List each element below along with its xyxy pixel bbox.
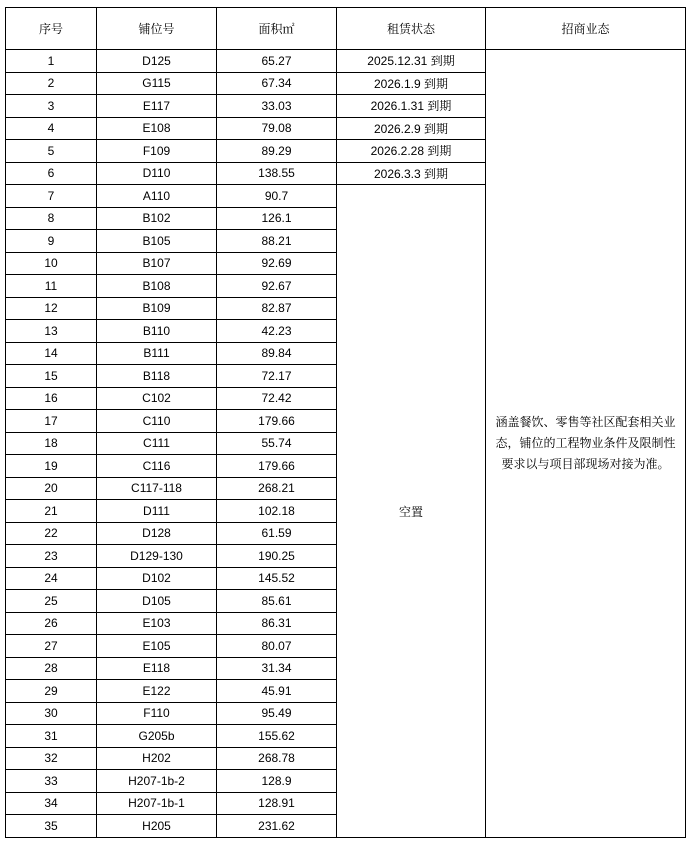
header-area: 面积㎡ — [217, 8, 337, 50]
unit-number-cell: D102 — [97, 567, 217, 590]
row-number-cell: 5 — [6, 140, 97, 163]
row-number-cell: 32 — [6, 747, 97, 770]
unit-number-cell: E118 — [97, 657, 217, 680]
row-number-cell: 21 — [6, 500, 97, 523]
unit-number-cell: E117 — [97, 95, 217, 118]
unit-number-cell: D129-130 — [97, 545, 217, 568]
area-cell: 82.87 — [217, 297, 337, 320]
unit-number-cell: E108 — [97, 117, 217, 140]
area-cell: 138.55 — [217, 162, 337, 185]
row-number-cell: 20 — [6, 477, 97, 500]
lease-status-cell: 2026.2.9 到期 — [337, 117, 486, 140]
area-cell: 128.91 — [217, 792, 337, 815]
area-cell: 85.61 — [217, 590, 337, 613]
area-cell: 92.67 — [217, 275, 337, 298]
area-cell: 55.74 — [217, 432, 337, 455]
row-number-cell: 14 — [6, 342, 97, 365]
area-cell: 72.42 — [217, 387, 337, 410]
unit-number-cell: G205b — [97, 725, 217, 748]
unit-number-cell: F110 — [97, 702, 217, 725]
business-note-text: 涵盖餐饮、零售等社区配套相关业态，铺位的工程物业条件及限制性要求以与项目部现场对接为准。 — [495, 415, 676, 471]
header-business-type: 招商业态 — [486, 8, 686, 50]
area-cell: 89.29 — [217, 140, 337, 163]
unit-number-cell: B110 — [97, 320, 217, 343]
area-cell: 86.31 — [217, 612, 337, 635]
table-body — [6, 50, 686, 838]
lease-status-cell: 2026.1.31 到期 — [337, 95, 486, 118]
area-cell: 268.78 — [217, 747, 337, 770]
business-note-cell — [486, 50, 686, 838]
lease-status-cell: 2026.1.9 到期 — [337, 72, 486, 95]
unit-number-cell: B118 — [97, 365, 217, 388]
header-lease-status: 租赁状态 — [337, 8, 486, 50]
row-number-cell: 2 — [6, 72, 97, 95]
lease-status-cell: 2025.12.31 到期 — [337, 50, 486, 73]
row-number-cell: 7 — [6, 185, 97, 208]
lease-status-cell: 2026.2.28 到期 — [337, 140, 486, 163]
row-number-cell: 24 — [6, 567, 97, 590]
row-number-cell: 31 — [6, 725, 97, 748]
row-number-cell: 1 — [6, 50, 97, 73]
area-cell: 102.18 — [217, 500, 337, 523]
row-number-cell: 25 — [6, 590, 97, 613]
row-number-cell: 10 — [6, 252, 97, 275]
unit-number-cell: D128 — [97, 522, 217, 545]
area-cell: 179.66 — [217, 410, 337, 433]
header-serial-number: 序号 — [6, 8, 97, 50]
header-unit-number: 铺位号 — [97, 8, 217, 50]
header-row — [6, 8, 686, 50]
unit-number-cell: B107 — [97, 252, 217, 275]
row-number-cell: 11 — [6, 275, 97, 298]
area-cell: 145.52 — [217, 567, 337, 590]
lease-status-cell: 2026.3.3 到期 — [337, 162, 486, 185]
unit-number-cell: H202 — [97, 747, 217, 770]
vacant-status-cell: 空置 — [337, 185, 486, 838]
area-cell: 79.08 — [217, 117, 337, 140]
unit-number-cell: C117-118 — [97, 477, 217, 500]
unit-number-cell: D110 — [97, 162, 217, 185]
unit-number-cell: C111 — [97, 432, 217, 455]
row-number-cell: 33 — [6, 770, 97, 793]
area-cell: 128.9 — [217, 770, 337, 793]
row-number-cell: 28 — [6, 657, 97, 680]
unit-number-cell: G115 — [97, 72, 217, 95]
shop-lease-table — [5, 7, 686, 838]
row-number-cell: 17 — [6, 410, 97, 433]
unit-number-cell: B109 — [97, 297, 217, 320]
area-cell: 126.1 — [217, 207, 337, 230]
row-number-cell: 9 — [6, 230, 97, 253]
unit-number-cell: B105 — [97, 230, 217, 253]
area-cell: 61.59 — [217, 522, 337, 545]
area-cell: 231.62 — [217, 815, 337, 838]
unit-number-cell: C110 — [97, 410, 217, 433]
unit-number-cell: C102 — [97, 387, 217, 410]
area-cell: 42.23 — [217, 320, 337, 343]
area-cell: 67.34 — [217, 72, 337, 95]
row-number-cell: 19 — [6, 455, 97, 478]
area-cell: 90.7 — [217, 185, 337, 208]
row-number-cell: 35 — [6, 815, 97, 838]
area-cell: 155.62 — [217, 725, 337, 748]
area-cell: 31.34 — [217, 657, 337, 680]
unit-number-cell: H205 — [97, 815, 217, 838]
area-cell: 268.21 — [217, 477, 337, 500]
area-cell: 45.91 — [217, 680, 337, 703]
area-cell: 190.25 — [217, 545, 337, 568]
row-number-cell: 18 — [6, 432, 97, 455]
table-header — [6, 8, 686, 50]
row-number-cell: 30 — [6, 702, 97, 725]
row-number-cell: 3 — [6, 95, 97, 118]
area-cell: 80.07 — [217, 635, 337, 658]
unit-number-cell: E105 — [97, 635, 217, 658]
row-number-cell: 12 — [6, 297, 97, 320]
unit-number-cell: E122 — [97, 680, 217, 703]
area-cell: 95.49 — [217, 702, 337, 725]
unit-number-cell: C116 — [97, 455, 217, 478]
row-number-cell: 23 — [6, 545, 97, 568]
row-number-cell: 22 — [6, 522, 97, 545]
unit-number-cell: F109 — [97, 140, 217, 163]
row-number-cell: 6 — [6, 162, 97, 185]
area-cell: 33.03 — [217, 95, 337, 118]
area-cell: 65.27 — [217, 50, 337, 73]
unit-number-cell: B111 — [97, 342, 217, 365]
row-number-cell: 13 — [6, 320, 97, 343]
unit-number-cell: B108 — [97, 275, 217, 298]
table-row — [6, 50, 686, 73]
row-number-cell: 8 — [6, 207, 97, 230]
row-number-cell: 27 — [6, 635, 97, 658]
row-number-cell: 29 — [6, 680, 97, 703]
row-number-cell: 26 — [6, 612, 97, 635]
area-cell: 92.69 — [217, 252, 337, 275]
unit-number-cell: A110 — [97, 185, 217, 208]
unit-number-cell: H207-1b-2 — [97, 770, 217, 793]
unit-number-cell: B102 — [97, 207, 217, 230]
row-number-cell: 16 — [6, 387, 97, 410]
unit-number-cell: E103 — [97, 612, 217, 635]
area-cell: 89.84 — [217, 342, 337, 365]
unit-number-cell: D111 — [97, 500, 217, 523]
unit-number-cell: D105 — [97, 590, 217, 613]
unit-number-cell: D125 — [97, 50, 217, 73]
row-number-cell: 4 — [6, 117, 97, 140]
area-cell: 179.66 — [217, 455, 337, 478]
area-cell: 72.17 — [217, 365, 337, 388]
unit-number-cell: H207-1b-1 — [97, 792, 217, 815]
area-cell: 88.21 — [217, 230, 337, 253]
row-number-cell: 15 — [6, 365, 97, 388]
row-number-cell: 34 — [6, 792, 97, 815]
